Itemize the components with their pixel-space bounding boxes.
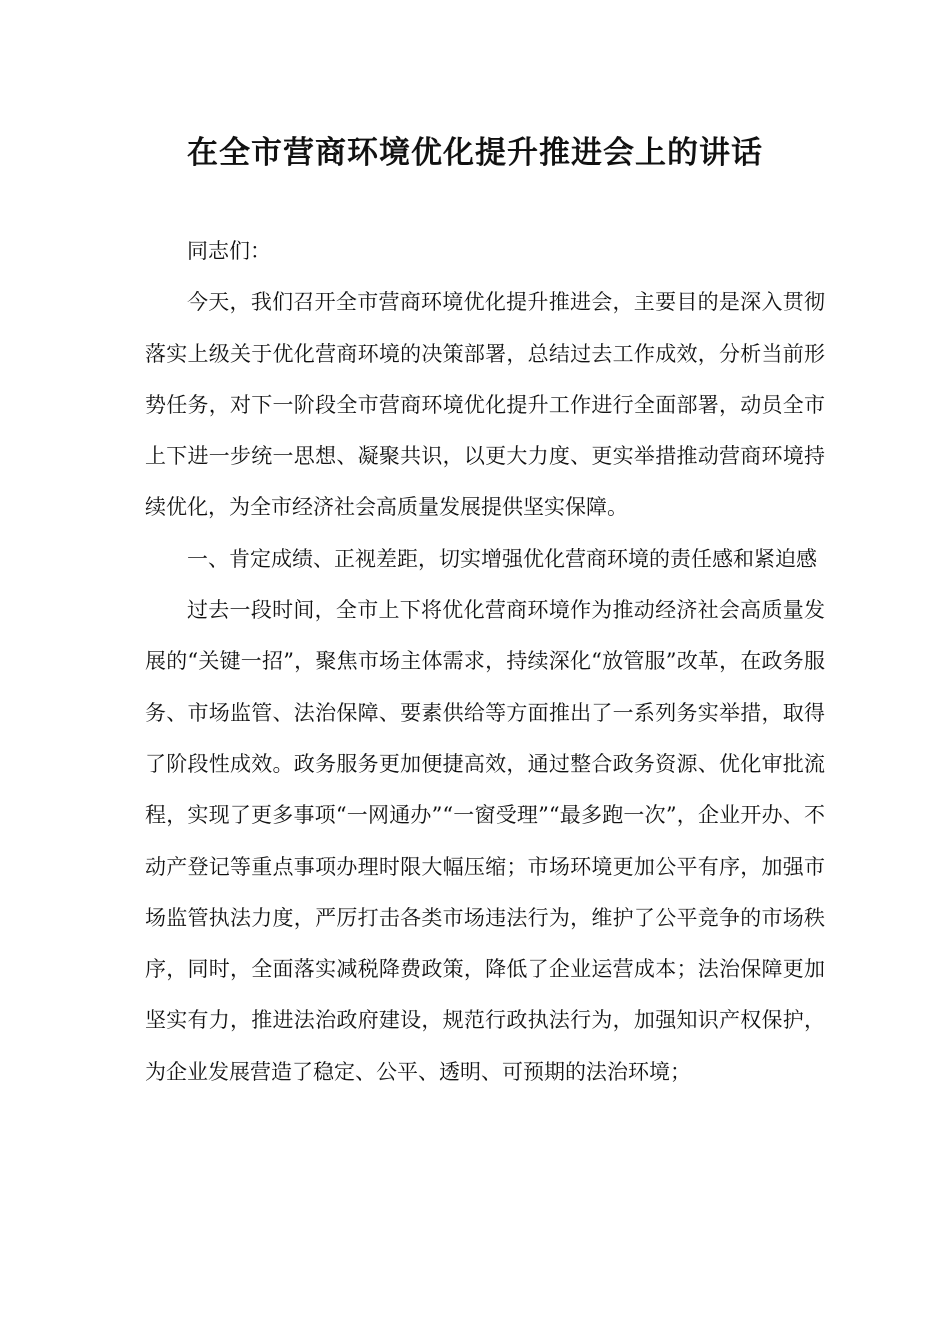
paragraph-achievements: 过去一段时间，全市上下将优化营商环境作为推动经济社会高质量发展的“关键一招”，聚焦市场主体需求，持续深化“放管服”改革，在政务服务、市场监管、法治保障、要素供给等方面推出了一系列务实举措，取得了阶段性成效。政务服务更加便捷高效，通过整合政务资源、优化审批流程，实现了更多事项“一网通办”“一窗受理”“最多跑一次”，企业开办、不动产登记等重点事项办理时限大幅压缩；市场环境更加公平有序，加强市场监管执法力度，严厉打击各类市场违法行为，维护了公平竞争的市场秩序，同时，全面落实减税降费政策，降低了企业运营成本；法治保障更加坚实有力，推进法治政府建设，规范行政执法行为，加强知识产权保护，为企业发展营造了稳定、公平、透明、可预期的法治环境； [145,598,825,1084]
section-heading-1: 一、肯定成绩、正视差距，切实增强优化营商环境的责任感和紧迫感 [187,546,817,571]
document-title: 在全市营商环境优化提升推进会上的讲话 [187,135,763,171]
paragraph-intro: 今天，我们召开全市营商环境优化提升推进会，主要目的是深入贯彻落实上级关于优化营商环境的决策部署，总结过去工作成效，分析当前形势任务，对下一阶段全市营商环境优化提升工作进行全面部署，动员全市上下进一步统一思想、凝聚共识，以更大力度、更实举措推动营商环境持续优化，为全市经济社会高质量发展提供坚实保障。 [145,290,825,520]
document-body [145,226,825,1098]
salutation: 同志们： [187,239,271,263]
